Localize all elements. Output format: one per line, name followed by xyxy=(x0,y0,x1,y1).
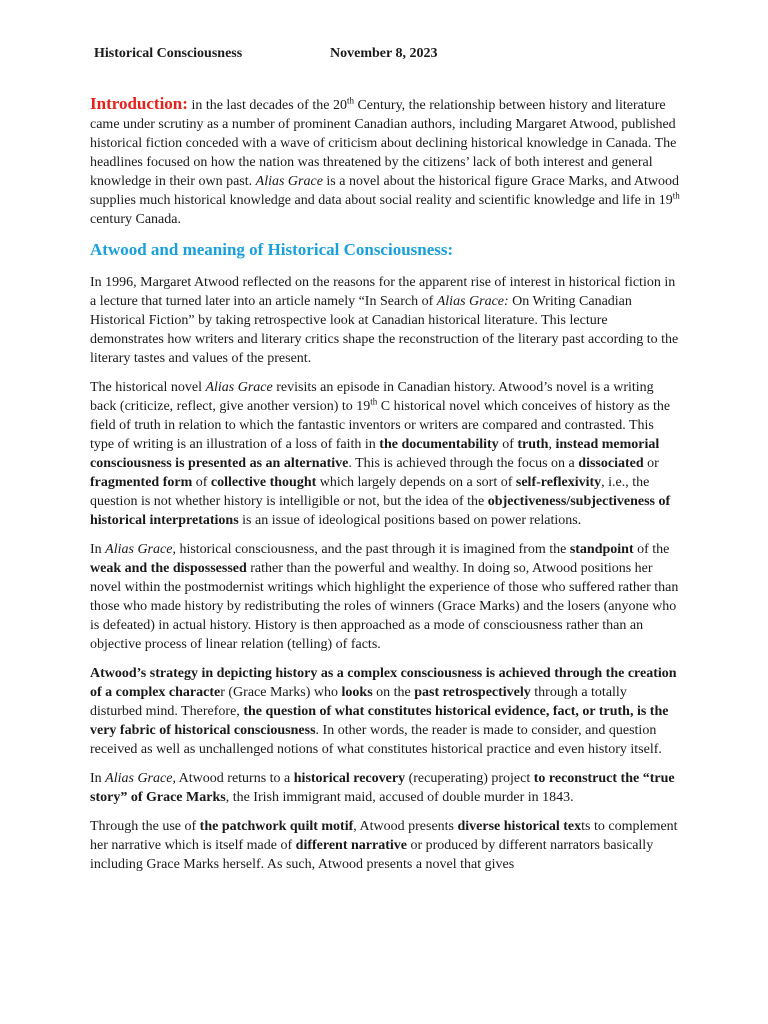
superscript: th xyxy=(370,396,378,407)
bold-text: dissociated xyxy=(578,456,644,471)
body-text: , xyxy=(548,437,556,452)
body-text: In 1996, Margaret Atwood reflected on the reasons for the apparent rise of interest in historical fiction in a lecture that turned later into an article namely “In Search of xyxy=(90,275,676,309)
body-text: which largely depends on a sort of xyxy=(316,475,516,490)
body-text: of xyxy=(498,437,518,452)
bold-text: self-reflexivity xyxy=(515,475,602,490)
body-text: , i.e., the question is not whether history is intelligible or not, but the idea of the xyxy=(90,475,650,509)
superscript: th xyxy=(346,95,354,106)
bold-text: to reconstruct the “true story” of Grace Marks xyxy=(90,771,675,805)
body-text: rather than the powerful and wealthy. In doing so, Atwood positions her novel within the postmodernist writings which highlight the experience of those who suffered rather than those who made history by redistributing the roles of winners (Grace Marks) and the losers (anyone who is defeated) in actual history. History is then approached as a mode of consciousness rather than an objective process of linear relation (telling) of facts. xyxy=(90,561,679,652)
bold-text: Atwood’s strategy in depicting history as a complex consciousness is achieved through the creation of a complex characte xyxy=(90,666,677,700)
bold-text: the documentability xyxy=(379,437,499,452)
body-text: revisits an episode in Canadian history. Atwood’s novel is a writing back (criticize, reflect, give another version) to 19 xyxy=(90,380,654,414)
bold-text: past retrospectively xyxy=(414,685,531,700)
intro-label: Introduction: xyxy=(90,94,188,113)
body-text: C historical novel which conceives of history as the field of truth in relation to which the fantastic inventors or writers are compared and contrasted. This type of writing is an illustration of a loss of faith in xyxy=(90,399,671,452)
body-text: Atwood returns to a xyxy=(175,771,294,786)
book-title: Alias Grace, xyxy=(105,771,176,786)
intro-paragraph xyxy=(90,94,680,229)
paragraph-4 xyxy=(90,664,680,759)
header-title: Historical Consciousness xyxy=(94,46,243,61)
bold-text: different narrative xyxy=(295,838,407,853)
superscript: th xyxy=(672,190,680,201)
body-text: is an issue of ideological positions based on power relations. xyxy=(238,513,582,528)
body-text: On Writing Canadian Historical Fiction” by taking retrospective look at Canadian historical literature. This lecture demonstrates how writers and literary critics shape the reconstruction of the literary past according to the literary tastes and values of the present. xyxy=(90,294,679,366)
bold-text: instead memorial consciousness is presented as an alternative xyxy=(90,437,660,471)
paragraph-6 xyxy=(90,817,680,874)
body-text: or xyxy=(643,456,659,471)
body-text: The historical novel xyxy=(90,380,206,395)
header-date: November 8, 2023 xyxy=(330,46,438,61)
body-text: . In other words, the reader is made to consider, and question received as well as unchallenged notions of what constitutes historical practice and even history itself. xyxy=(90,723,662,757)
book-title: Alias Grace xyxy=(205,380,273,395)
intro-text: in the last decades of the 20 xyxy=(187,98,347,113)
book-title: Alias Grace: xyxy=(436,294,509,309)
body-text: of xyxy=(192,475,211,490)
paragraph-2 xyxy=(90,378,680,530)
paragraph-5 xyxy=(90,769,680,807)
intro-text: century Canada. xyxy=(90,212,181,227)
bold-text: standpoint xyxy=(569,542,634,557)
body-text: r (Grace Marks) who xyxy=(220,685,342,700)
body-text: In xyxy=(90,771,106,786)
page-header xyxy=(94,46,684,68)
bold-text: objectiveness/subjectiveness of historical interpretations xyxy=(90,494,671,528)
body-text: ts to complement her narrative which is itself made of xyxy=(90,819,678,853)
body-text: on the xyxy=(372,685,415,700)
intro-text: is a novel about the historical figure Grace Marks, and Atwood supplies much historical knowledge and data about social reality and scientific knowledge and life in 19 xyxy=(90,174,680,208)
intro-text: Century, the relationship between history and literature came under scrutiny as a number of prominent Canadian authors, including Margaret Atwood, published historical fiction conceded with a wave of criticism about declining historical knowledge in Canada. The headlines focused on how the nation was threatened by the citizens’ lack of both interest and general knowledge in their own past. xyxy=(90,98,677,189)
bold-text: fragmented form xyxy=(90,475,193,490)
bold-text: truth xyxy=(517,437,549,452)
body-text: through a totally disturbed mind. Therefore, xyxy=(90,685,627,719)
body-text: . This is achieved through the focus on a xyxy=(348,456,579,471)
paragraph-3 xyxy=(90,540,680,654)
body-text: , Atwood presents xyxy=(353,819,458,834)
document-body xyxy=(90,94,680,884)
body-text: (recuperating) project xyxy=(405,771,534,786)
section-heading: Atwood and meaning of Historical Consciousness: xyxy=(90,240,454,259)
body-text: or produced by different narrators basically including Grace Marks herself. As such, Atwood presents a novel that gives xyxy=(90,838,654,872)
paragraph-1 xyxy=(90,273,680,368)
bold-text: looks xyxy=(341,685,373,700)
body-text: of the xyxy=(633,542,670,557)
bold-text: the patchwork quilt motif xyxy=(199,819,354,834)
bold-text: diverse historical tex xyxy=(457,819,582,834)
bold-text: weak and the dispossessed xyxy=(90,561,247,576)
body-text: , the Irish immigrant maid, accused of double murder in 1843. xyxy=(225,790,574,805)
body-text: historical consciousness, and the past through it is imagined from the xyxy=(175,542,570,557)
book-title: Alias Grace, xyxy=(105,542,176,557)
bold-text: historical recovery xyxy=(293,771,406,786)
body-text: Through the use of xyxy=(90,819,200,834)
bold-text: the question of what constitutes historical evidence, fact, or truth, is the very fabric of historical consciousness xyxy=(90,704,669,738)
body-text: In xyxy=(90,542,106,557)
book-title: Alias Grace xyxy=(255,174,323,189)
bold-text: collective thought xyxy=(210,475,317,490)
